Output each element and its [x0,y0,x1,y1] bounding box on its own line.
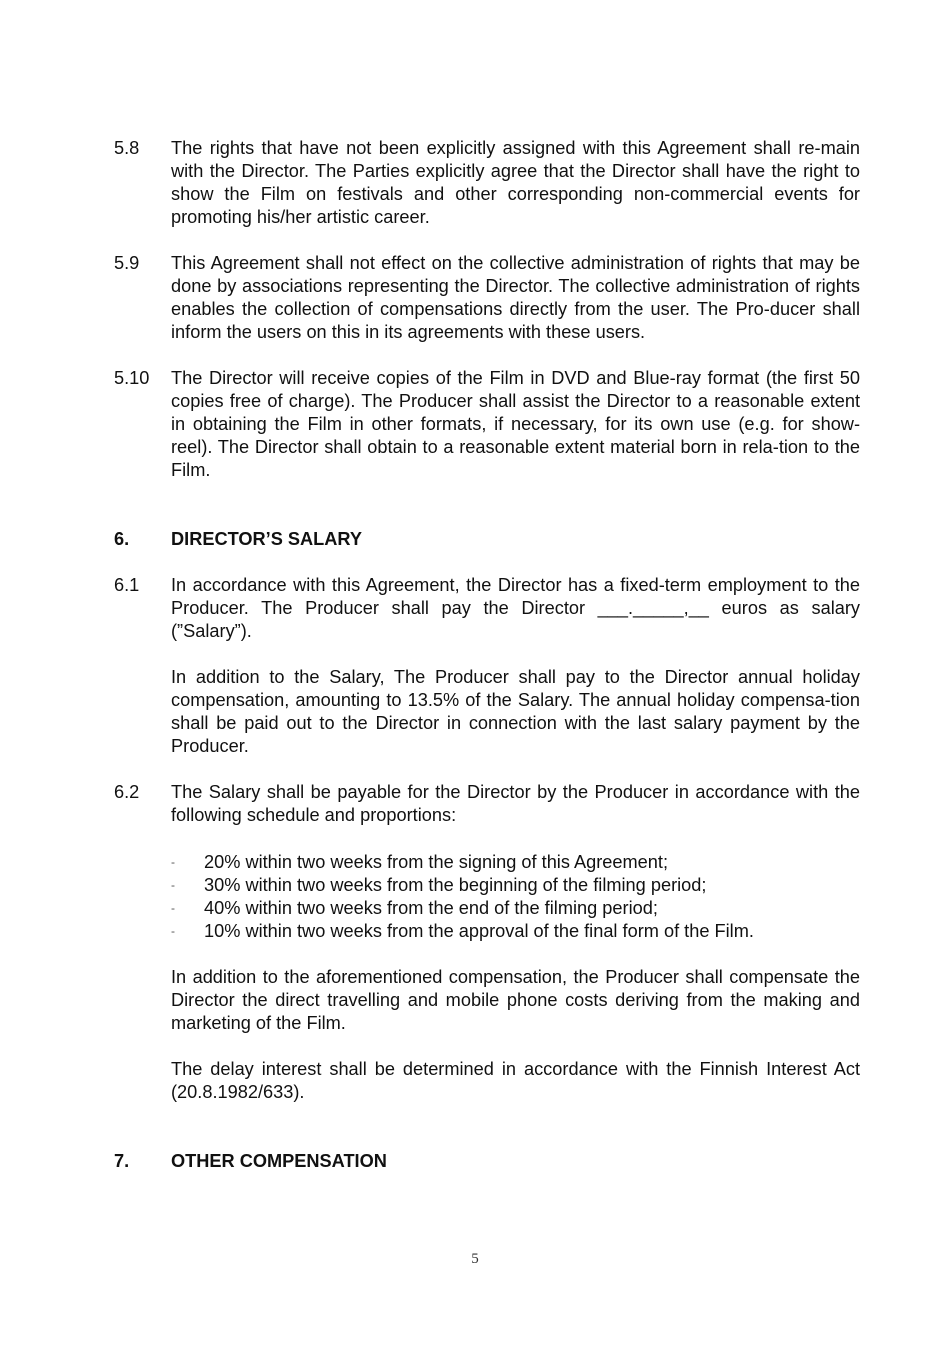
section-title: DIRECTOR’S SALARY [171,529,362,549]
clause-text: In accordance with this Agreement, the Director has a fixed-term employment to the Producer. The Producer shall pay the Director ___._____,__ euros as salary (”Salary”). [171,575,860,641]
list-item: 20% within two weeks from the signing of this Agreement; [204,852,669,872]
list-bullet: - [171,855,175,869]
list-item: 40% within two weeks from the end of the filming period; [204,898,658,918]
section-title: OTHER COMPENSATION [171,1151,387,1171]
paragraph-text: The delay interest shall be determined in accordance with the Finnish Interest Act (20.8.1982/633). [171,1059,860,1102]
section-number: 7. [114,1151,130,1171]
page-number: 5 [471,1251,479,1267]
clause-number: 5.10 [114,368,150,388]
list-bullet: - [171,901,175,915]
clause-text: The Director will receive copies of the Film in DVD and Blue-ray format (the first 50 copies free of charge). The Producer shall assist the Director to a reasonable extent in obtaining the Film in other formats, if necessary, for its own use (e.g. for show-reel). The Director shall obtain to a reasonable extent material born in rela-tion to the Film. [171,368,860,480]
list-bullet: - [171,878,175,892]
clause-number: 6.1 [114,575,140,595]
paragraph-text: In addition to the aforementioned compensation, the Producer shall compensate the Director the direct travelling and mobile phone costs deriving from the making and marketing of the Film. [171,967,860,1033]
list-bullet: - [171,924,175,938]
clause-number: 5.8 [114,138,140,158]
clause-text: The rights that have not been explicitly assigned with this Agreement shall re-main with the Director. The Parties explicitly agree that the Director shall have the right to show the Film on festivals and other corresponding non-commercial events for promoting his/her artistic career. [171,138,860,227]
paragraph-text: In addition to the Salary, The Producer shall pay to the Director annual holiday compensation, amounting to 13.5% of the Salary. The annual holiday compensa-tion shall be paid out to the Director in connection with the last salary payment by the Producer. [171,667,860,756]
section-number: 6. [114,529,130,549]
clause-number: 5.9 [114,253,140,273]
clause-text: The Salary shall be payable for the Director by the Producer in accordance with the following schedule and proportions: [171,782,860,825]
clause-number: 6.2 [114,782,140,802]
clause-text: This Agreement shall not effect on the collective administration of rights that may be done by associations representing the Director. The collective administration of rights enables the collection of compensations directly from the user. The Pro-ducer shall inform the users on this in its agreements with these users. [171,253,860,342]
list-item: 10% within two weeks from the approval of the final form of the Film. [204,921,754,941]
list-item: 30% within two weeks from the beginning of the filming period; [204,875,707,895]
